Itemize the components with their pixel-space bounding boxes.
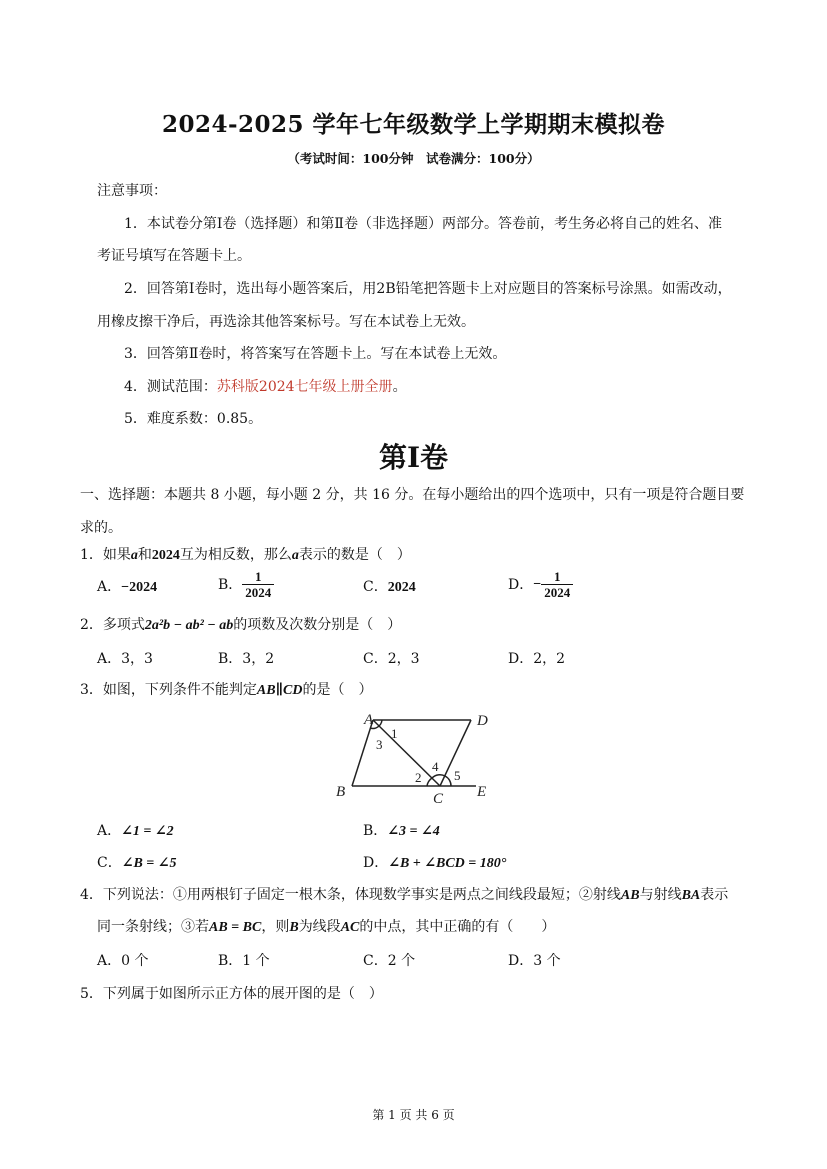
q4-text: 为线段	[298, 919, 341, 935]
ray-ab: AB	[620, 888, 640, 903]
segment-ac: AC	[340, 920, 360, 935]
q2-option-a[interactable]: A．3，3	[97, 651, 153, 667]
angle-1-label: 1	[391, 726, 398, 741]
segment-ac	[373, 720, 440, 786]
q4-option-c[interactable]: C．2 个	[363, 953, 416, 969]
section-instructions-line-2: 求的。	[80, 520, 122, 536]
option-label: B．	[218, 576, 243, 593]
q2-text: 的项数及次数分别是（ ）	[233, 617, 402, 633]
option-value: ∠3 = ∠4	[387, 824, 440, 839]
page-number: 第 1 页 共 6 页	[372, 1108, 455, 1122]
point-d-label: D	[477, 713, 488, 729]
q4-option-a[interactable]: A．0 个	[97, 953, 149, 969]
question-5: 5．下列属于如图所示正方体的展开图的是（ ）	[80, 986, 383, 1002]
note-4-suffix: 。	[392, 379, 407, 395]
option-value: ∠B + ∠BCD = 180°	[388, 856, 507, 871]
q4-text: 与射线	[639, 887, 682, 903]
q4-text: ，则	[261, 919, 290, 935]
note-4	[124, 378, 407, 396]
q4-option-b[interactable]: B．1 个	[218, 953, 270, 969]
parallel-condition: AB∥CD	[256, 683, 303, 698]
q4-text: 同一条射线；③若	[97, 919, 209, 935]
parallelogram-figure	[328, 706, 500, 810]
section-instructions-line-1: 一、选择题：本题共 8 小题，每小题 2 分，共 16 分。在每小题给出的四个选项中，只有一项是符合题目要	[80, 487, 745, 503]
q1-text: 表示的数是（ ）	[298, 547, 411, 563]
q1-option-b[interactable]	[218, 569, 274, 600]
question-2	[80, 616, 401, 635]
fraction: $\frac{1}{2024}$	[541, 569, 573, 600]
angle-arc-4	[432, 775, 445, 778]
q1-text: 和	[137, 547, 152, 563]
minus-sign: −	[533, 576, 542, 592]
notes-heading: 注意事项：	[97, 183, 167, 199]
option-label: A．	[97, 579, 122, 595]
q3-option-d[interactable]	[363, 854, 506, 873]
question-4-line-2	[97, 918, 555, 937]
q2-text: 2．多项式	[80, 617, 145, 633]
question-1	[80, 546, 411, 565]
option-label: C．	[363, 579, 388, 595]
option-label: B．	[363, 823, 388, 839]
note-1-line-2: 考证号填写在答题卡上。	[97, 248, 251, 264]
angle-arc-5	[445, 776, 451, 786]
page-title: 2024-2025 学年七年级数学上学期期末模拟卷	[161, 111, 666, 138]
q3-option-b[interactable]	[363, 822, 440, 841]
point-b: B	[289, 920, 299, 935]
q1-option-c[interactable]	[363, 578, 416, 597]
q3-option-c[interactable]	[97, 854, 177, 873]
angle-arc-2	[427, 778, 432, 786]
test-scope: 苏科版2024七年级上册全册	[216, 379, 393, 395]
q1-option-a[interactable]	[97, 578, 157, 597]
ray-ba: BA	[681, 888, 701, 903]
point-b-label: B	[336, 784, 346, 800]
note-1-line-1: 1．本试卷分第Ⅰ卷（选择题）和第Ⅱ卷（非选择题）两部分。答卷前，考生务必将自己的姓名、准	[124, 216, 722, 232]
q4-text: 的中点，其中正确的有（ ）	[359, 919, 556, 935]
q4-text: 4．下列说法：①用两根钉子固定一根木条，体现数学事实是两点之间线段最短；②射线	[80, 887, 621, 903]
q3-text: 的是（ ）	[302, 682, 373, 698]
angle-2-label: 2	[415, 770, 422, 785]
option-label: C．	[97, 855, 122, 871]
q1-option-d[interactable]	[508, 569, 573, 600]
q1-var-a: a	[291, 548, 299, 563]
option-value: −2024	[121, 580, 158, 595]
q3-option-a[interactable]	[97, 822, 174, 841]
angle-5-label: 5	[454, 768, 461, 783]
angle-arc-1	[379, 720, 382, 726]
question-4-line-1	[80, 886, 728, 905]
option-value: ∠1 = ∠2	[121, 824, 174, 839]
note-4-prefix: 4．测试范围：	[124, 379, 217, 395]
question-3	[80, 681, 372, 700]
option-value: 2024	[387, 580, 416, 595]
point-c-label: C	[433, 791, 444, 807]
q2-option-c[interactable]: C．2，3	[363, 651, 420, 667]
q2-option-d[interactable]: D．2，2	[508, 651, 566, 667]
point-e-label: E	[477, 784, 487, 800]
q1-text: 互为相反数，那么	[179, 547, 292, 563]
q1-number: 2024	[151, 548, 180, 563]
note-2-line-2: 用橡皮擦干净后，再选涂其他答案标号。写在本试卷上无效。	[97, 314, 475, 330]
angle-4-label: 4	[432, 759, 439, 774]
point-a-label: A	[364, 712, 374, 728]
q3-text: 3．如图，下列条件不能判定	[80, 682, 257, 698]
equation: AB = BC	[209, 920, 262, 935]
segment-ab	[352, 720, 373, 786]
fraction: $\frac{1}{2024}$	[242, 569, 274, 600]
exam-info: （考试时间：100分钟 试卷满分：100分）	[287, 151, 540, 166]
angle-3-label: 3	[376, 737, 383, 752]
option-label: D．	[508, 576, 534, 593]
section-title: 第Ⅰ卷	[378, 441, 449, 474]
q2-option-b[interactable]: B．3，2	[218, 651, 275, 667]
q4-option-d[interactable]: D．3 个	[508, 953, 561, 969]
q1-var-a: a	[130, 548, 138, 563]
q4-text: 表示	[700, 887, 729, 903]
option-label: D．	[363, 855, 389, 871]
note-5: 5．难度系数：0.85。	[124, 411, 263, 427]
q1-text: 1．如果	[80, 547, 131, 563]
polynomial: 2a²b − ab² − ab	[144, 618, 234, 633]
option-label: A．	[97, 823, 122, 839]
note-3: 3．回答第Ⅱ卷时，将答案写在答题卡上。写在本试卷上无效。	[124, 346, 507, 362]
option-value: ∠B = ∠5	[121, 856, 177, 871]
note-2-line-1: 2．回答第Ⅰ卷时，选出每小题答案后，用2B铅笔把答题卡上对应题目的答案标号涂黑。如需改动，	[124, 281, 732, 297]
